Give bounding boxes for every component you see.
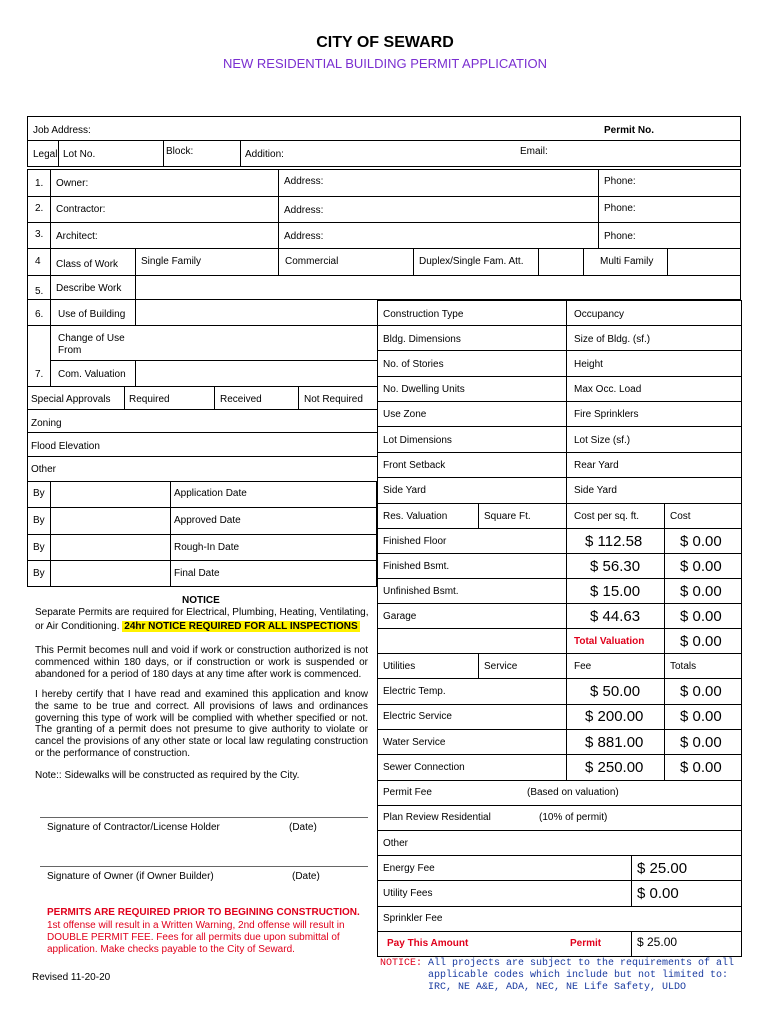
max-occ-load-label: Max Occ. Load bbox=[574, 384, 642, 395]
grid-rule bbox=[377, 376, 741, 377]
res-valuation-header: Res. Valuation bbox=[383, 511, 448, 522]
water-service-total: $ 0.00 bbox=[680, 734, 722, 751]
notice-title: NOTICE bbox=[182, 595, 220, 606]
water-service-label: Water Service bbox=[383, 737, 446, 748]
required-label: Required bbox=[129, 394, 170, 405]
contractor-label: Contractor: bbox=[56, 204, 106, 215]
bldg-dimensions-label: Bldg. Dimensions bbox=[383, 334, 461, 345]
contractor-address-label: Address: bbox=[284, 205, 324, 216]
finished-bsmt-rate: $ 56.30 bbox=[590, 558, 641, 575]
sprinkler-fee-label: Sprinkler Fee bbox=[383, 913, 443, 924]
pay-this-amount-value: $ 25.00 bbox=[637, 935, 678, 949]
electric-service-total: $ 0.00 bbox=[680, 708, 722, 725]
construction-type-label: Construction Type bbox=[383, 309, 464, 320]
unfinished-bsmt-cost: $ 0.00 bbox=[680, 583, 722, 600]
footer-notice-line-1: All projects are subject to the requirements of all bbox=[428, 958, 735, 969]
footer-notice-line-2: applicable codes which include but not limited to: bbox=[428, 970, 729, 981]
opt-multi-family[interactable]: Multi Family bbox=[600, 256, 654, 267]
lot-no-label: Lot No. bbox=[63, 149, 96, 160]
side-yard-left-label: Side Yard bbox=[383, 485, 426, 496]
electric-temp-label: Electric Temp. bbox=[383, 686, 446, 697]
certify-text: I hereby certify that I have read and examined this application and know the same to be true and correct. All provisions of laws and ordinances governing this type of work will be complied with whether specified or not. The granting of a permit does not presume to give authority to violate or cancel the provisions of any other state or local law regulating construction or the performance of construction. bbox=[35, 689, 368, 759]
change-of-use-from: From bbox=[58, 345, 82, 356]
flood-elevation-label: Flood Elevation bbox=[31, 441, 100, 452]
plan-review-label: Plan Review Residential bbox=[383, 812, 491, 823]
grid-rule bbox=[377, 426, 741, 427]
grid-rule bbox=[377, 830, 741, 831]
fire-sprinklers-label: Fire Sprinklers bbox=[574, 409, 639, 420]
size-of-bldg-label: Size of Bldg. (sf.) bbox=[574, 334, 651, 345]
garage-rate: $ 44.63 bbox=[590, 608, 641, 625]
energy-fee-label: Energy Fee bbox=[383, 863, 435, 874]
sidewalk-note: Note:: Sidewalks will be constructed as required by the City. bbox=[35, 770, 300, 781]
garage-cost: $ 0.00 bbox=[680, 608, 722, 625]
grid-rule bbox=[377, 729, 741, 730]
finished-bsmt-cost: $ 0.00 bbox=[680, 558, 722, 575]
owner-num: 1. bbox=[35, 178, 44, 189]
side-yard-right-label: Side Yard bbox=[574, 485, 617, 496]
approved-date-label: Approved Date bbox=[174, 515, 241, 526]
final-date-label: Final Date bbox=[174, 568, 220, 579]
permit-fee-label: Permit Fee bbox=[383, 787, 432, 798]
sig-owner-label: Signature of Owner (if Owner Builder) bbox=[47, 871, 214, 882]
by-4: By bbox=[33, 568, 45, 579]
grid-rule bbox=[377, 528, 741, 529]
permits-required-warning: PERMITS ARE REQUIRED PRIOR TO BEGINING CONSTRUCTION. bbox=[47, 907, 360, 918]
opt-duplex[interactable]: Duplex/Single Fam. Att. bbox=[419, 256, 524, 267]
use-num: 6. bbox=[35, 309, 44, 320]
electric-temp-total: $ 0.00 bbox=[680, 683, 722, 700]
grid-rule bbox=[377, 956, 741, 957]
block-label: Block: bbox=[166, 146, 194, 157]
service-header: Service bbox=[484, 661, 518, 672]
cost-header: Cost bbox=[670, 511, 691, 522]
offense-text: 1st offense will result in a Written Warning, 2nd offense will result in DOUBLE PERMIT FEE. Fees for all permits due upon submittal of application. Make checks payable to the City of Seward. bbox=[47, 920, 345, 955]
grid-rule bbox=[377, 603, 741, 604]
notice-24hr: 24hr NOTICE REQUIRED FOR ALL INSPECTIONS bbox=[124, 621, 358, 632]
totals-header: Totals bbox=[670, 661, 697, 672]
grid-rule bbox=[377, 553, 741, 554]
contractor-phone-label: Phone: bbox=[604, 203, 636, 214]
use-zone-label: Use Zone bbox=[383, 409, 427, 420]
total-valuation-label: Total Valuation bbox=[574, 636, 645, 647]
grid-rule bbox=[377, 578, 741, 579]
architect-phone-label: Phone: bbox=[604, 231, 636, 242]
utility-fees-value: $ 0.00 bbox=[637, 885, 679, 902]
valuation-num: 7. bbox=[35, 369, 44, 380]
utilities-header: Utilities bbox=[383, 661, 416, 672]
grid-rule bbox=[377, 452, 741, 453]
addition-label: Addition: bbox=[245, 149, 284, 160]
electric-service-label: Electric Service bbox=[383, 711, 452, 722]
pay-this-amount-label: Pay This Amount bbox=[387, 938, 469, 949]
grid-rule bbox=[377, 325, 741, 326]
owner-label: Owner: bbox=[56, 178, 89, 189]
permit-total-label: Permit bbox=[570, 938, 602, 949]
grid-rule bbox=[377, 477, 741, 478]
job-address-label: Job Address: bbox=[33, 125, 91, 136]
water-service-fee: $ 881.00 bbox=[585, 734, 644, 751]
grid-rule bbox=[377, 855, 741, 856]
sewer-connection-total: $ 0.00 bbox=[680, 759, 722, 776]
contractor-num: 2. bbox=[35, 203, 44, 214]
zoning-label: Zoning bbox=[31, 418, 62, 429]
null-void-text: This Permit becomes null and void if work or construction authorized is not commenced within 180 days, or if construction or work is suspended or abandoned for a period of 180 days at any time after work is commenced. bbox=[35, 645, 368, 680]
architect-address-label: Address: bbox=[284, 231, 324, 242]
grid-rule bbox=[377, 780, 741, 781]
email-label: Email: bbox=[520, 146, 548, 157]
top-box bbox=[27, 116, 741, 167]
grid-rule bbox=[377, 906, 741, 907]
class-of-work-label: Class of Work bbox=[56, 259, 119, 270]
lot-dimensions-label: Lot Dimensions bbox=[383, 435, 452, 446]
total-valuation-value: $ 0.00 bbox=[680, 633, 722, 650]
grid-rule bbox=[377, 678, 741, 679]
grid-rule bbox=[377, 401, 741, 402]
no-of-stories-label: No. of Stories bbox=[383, 359, 444, 370]
garage-label: Garage bbox=[383, 611, 417, 622]
grid-rule bbox=[377, 503, 741, 504]
dwelling-units-label: No. Dwelling Units bbox=[383, 384, 465, 395]
other-approval-label: Other bbox=[31, 464, 57, 475]
other-fee-label: Other bbox=[383, 838, 409, 849]
describe-work-label: Describe Work bbox=[56, 283, 122, 294]
notice-line-1: Separate Permits are required for Electrical, Plumbing, Heating, Ventilating, bbox=[35, 607, 369, 618]
unfinished-bsmt-label: Unfinished Bsmt. bbox=[383, 586, 459, 597]
footer-notice-label: NOTICE: bbox=[380, 958, 423, 969]
notice-line-2a: or Air Conditioning. bbox=[35, 621, 120, 632]
rear-yard-label: Rear Yard bbox=[574, 460, 619, 471]
finished-floor-rate: $ 112.58 bbox=[585, 533, 643, 550]
fee-header: Fee bbox=[574, 661, 592, 672]
by-3: By bbox=[33, 542, 45, 553]
opt-commercial[interactable]: Commercial bbox=[285, 256, 339, 267]
finished-floor-cost: $ 0.00 bbox=[680, 533, 722, 550]
city-title: CITY OF SEWARD bbox=[316, 34, 454, 51]
sig-owner-date: (Date) bbox=[292, 871, 320, 882]
legal-label: Legal bbox=[33, 149, 58, 160]
grid-rule bbox=[377, 300, 741, 301]
plan-review-note: (10% of permit) bbox=[539, 812, 608, 823]
occupancy-label: Occupancy bbox=[574, 309, 625, 320]
sig-contractor-date: (Date) bbox=[289, 822, 317, 833]
grid-rule bbox=[377, 350, 741, 351]
permit-no-label: Permit No. bbox=[604, 125, 655, 136]
footer-notice-line-3: IRC, NE A&E, ADA, NEC, NE Life Safety, ULDO bbox=[428, 982, 687, 993]
grid-rule bbox=[377, 704, 741, 705]
opt-single-family[interactable]: Single Family bbox=[141, 256, 202, 267]
architect-label: Architect: bbox=[56, 231, 98, 242]
front-setback-label: Front Setback bbox=[383, 460, 446, 471]
grid-rule bbox=[377, 754, 741, 755]
rough-in-date-label: Rough-In Date bbox=[174, 542, 240, 553]
special-approvals-label: Special Approvals bbox=[31, 394, 111, 405]
square-ft-header: Square Ft. bbox=[484, 511, 531, 522]
owner-phone-label: Phone: bbox=[604, 176, 636, 187]
grid-rule bbox=[377, 931, 741, 932]
electric-temp-fee: $ 50.00 bbox=[590, 683, 641, 700]
received-label: Received bbox=[220, 394, 262, 405]
sewer-connection-fee: $ 250.00 bbox=[585, 759, 644, 776]
energy-fee-value: $ 25.00 bbox=[637, 860, 688, 877]
sewer-connection-label: Sewer Connection bbox=[383, 762, 465, 773]
sig-contractor-label: Signature of Contractor/License Holder bbox=[47, 822, 220, 833]
com-valuation-label: Com. Valuation bbox=[58, 369, 126, 380]
grid-rule bbox=[377, 880, 741, 881]
form-subtitle: NEW RESIDENTIAL BUILDING PERMIT APPLICATION bbox=[222, 56, 548, 71]
change-of-use-label: Change of Use bbox=[58, 333, 125, 344]
utility-fees-label: Utility Fees bbox=[383, 888, 433, 899]
describe-num: 5. bbox=[35, 286, 44, 297]
grid-rule bbox=[377, 805, 741, 806]
by-2: By bbox=[33, 515, 45, 526]
owner-address-label: Address: bbox=[284, 176, 324, 187]
work-num: 4 bbox=[35, 256, 41, 267]
cost-per-sqft-header: Cost per sq. ft. bbox=[574, 511, 640, 522]
not-required-label: Not Required bbox=[304, 394, 363, 405]
grid-rule bbox=[377, 653, 741, 654]
permit-fee-note: (Based on valuation) bbox=[527, 787, 619, 798]
lot-size-label: Lot Size (sf.) bbox=[574, 435, 631, 446]
grid-rule bbox=[377, 628, 741, 629]
revised-date: Revised 11-20-20 bbox=[32, 972, 111, 983]
by-1: By bbox=[33, 488, 45, 499]
height-label: Height bbox=[574, 359, 603, 370]
electric-service-fee: $ 200.00 bbox=[585, 708, 644, 725]
finished-bsmt-label: Finished Bsmt. bbox=[383, 561, 450, 572]
unfinished-bsmt-rate: $ 15.00 bbox=[590, 583, 641, 600]
architect-num: 3. bbox=[35, 229, 44, 240]
application-date-label: Application Date bbox=[174, 488, 247, 499]
finished-floor-label: Finished Floor bbox=[383, 536, 447, 547]
use-of-building-label: Use of Building bbox=[58, 309, 126, 320]
